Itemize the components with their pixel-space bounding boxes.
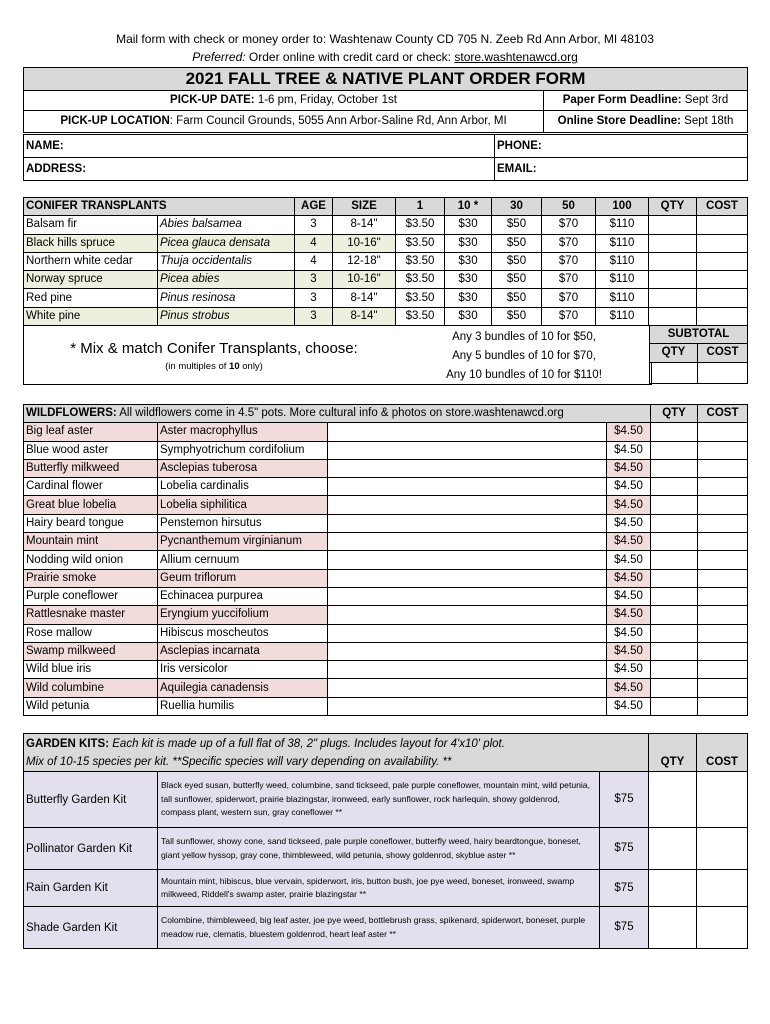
bundle-offer-3: Any 3 bundles of 10 for $50, bbox=[452, 331, 596, 343]
blank-cell bbox=[328, 533, 607, 551]
price-30-cell: $50 bbox=[492, 271, 542, 289]
common-name: Balsam fir bbox=[24, 216, 158, 234]
table-row bbox=[24, 459, 748, 477]
price-1-cell: $3.50 bbox=[396, 307, 445, 325]
table-row bbox=[24, 271, 748, 289]
subtotal-qty-label: QTY bbox=[650, 344, 698, 362]
latin-name: Ruellia humilis bbox=[158, 697, 328, 715]
cost-input[interactable] bbox=[697, 252, 748, 270]
subtotal-cost-input[interactable] bbox=[698, 362, 748, 383]
cost-input[interactable] bbox=[698, 496, 748, 514]
common-name: Purple coneflower bbox=[24, 587, 158, 605]
kit-name: Pollinator Garden Kit bbox=[24, 828, 158, 870]
latin-name: Lobelia siphilitica bbox=[158, 496, 328, 514]
price-50-cell: $70 bbox=[542, 252, 596, 270]
table-row bbox=[24, 606, 748, 624]
latin-name: Geum triflorum bbox=[158, 569, 328, 587]
price-1-cell: $3.50 bbox=[396, 216, 445, 234]
kit-name: Rain Garden Kit bbox=[24, 870, 158, 907]
latin-name: Picea abies bbox=[158, 271, 295, 289]
price-cell: $4.50 bbox=[607, 496, 651, 514]
blank-cell bbox=[328, 642, 607, 660]
cost-input[interactable] bbox=[698, 533, 748, 551]
cost-input[interactable] bbox=[698, 624, 748, 642]
cost-input[interactable] bbox=[698, 642, 748, 660]
conifer-subtotal bbox=[649, 326, 748, 384]
blank-cell bbox=[328, 496, 607, 514]
age-cell: 3 bbox=[295, 289, 333, 307]
kits-header-label: GARDEN KITS: bbox=[26, 738, 110, 750]
table-row bbox=[24, 423, 748, 441]
kit-name: Shade Garden Kit bbox=[24, 907, 158, 949]
garden-kits-table bbox=[23, 733, 748, 949]
age-cell: 4 bbox=[295, 252, 333, 270]
pickup-location-label: PICK-UP LOCATION bbox=[60, 115, 170, 127]
cost-input[interactable] bbox=[698, 459, 748, 477]
table-row bbox=[24, 569, 748, 587]
table-row bbox=[24, 234, 748, 252]
table-row bbox=[24, 514, 748, 532]
kit-price: $75 bbox=[600, 870, 649, 907]
kits-header-line1: Each kit is made up of a full flat of 38, 2" plugs. Includes layout for 4'x10' plot. bbox=[109, 738, 505, 750]
price-cell: $4.50 bbox=[607, 587, 651, 605]
form-title: 2021 FALL TREE & NATIVE PLANT ORDER FORM bbox=[24, 68, 748, 91]
blank-cell bbox=[328, 514, 607, 532]
price-cell: $4.50 bbox=[607, 441, 651, 459]
mix-sub-post: only) bbox=[239, 361, 263, 372]
price-30-cell: $50 bbox=[492, 234, 542, 252]
online-deadline bbox=[544, 111, 748, 133]
price-cell: $4.50 bbox=[607, 533, 651, 551]
table-row bbox=[24, 624, 748, 642]
cost-input[interactable] bbox=[698, 551, 748, 569]
contact-fields bbox=[23, 134, 748, 181]
cost-input[interactable] bbox=[697, 828, 748, 870]
price-30-header: 30 bbox=[492, 198, 542, 216]
kit-description: Colombine, thimbleweed, big leaf aster, joe pye weed, bottlebrush grass, spikenard, spiderwort, boneset, purple meadow rue, clematis, bluestem goldenrod, heart leaf aster ** bbox=[158, 907, 600, 949]
common-name: Red pine bbox=[24, 289, 158, 307]
conifer-table bbox=[23, 197, 748, 326]
size-cell: 10-16" bbox=[333, 234, 396, 252]
common-name: Cardinal flower bbox=[24, 478, 158, 496]
price-10-cell: $30 bbox=[445, 234, 492, 252]
age-cell: 4 bbox=[295, 234, 333, 252]
age-cell: 3 bbox=[295, 216, 333, 234]
subtotal-qty-input[interactable] bbox=[650, 362, 698, 383]
address-field[interactable]: ADDRESS: bbox=[24, 158, 495, 181]
price-30-cell: $50 bbox=[492, 252, 542, 270]
paper-deadline bbox=[544, 91, 748, 111]
qty-input[interactable] bbox=[649, 234, 697, 252]
qty-input[interactable] bbox=[649, 828, 697, 870]
price-100-cell: $110 bbox=[596, 289, 649, 307]
cost-input[interactable] bbox=[698, 423, 748, 441]
size-cell: 8-14" bbox=[333, 307, 396, 325]
cost-input[interactable] bbox=[698, 679, 748, 697]
blank-cell bbox=[328, 459, 607, 477]
wildflower-header-text: All wildflowers come in 4.5" pots. More cultural info & photos on store.washtenawcd.org bbox=[116, 407, 564, 420]
price-1-header: 1 bbox=[396, 198, 445, 216]
price-cell: $4.50 bbox=[607, 624, 651, 642]
qty-input[interactable] bbox=[651, 423, 698, 441]
wildflower-qty-header: QTY bbox=[651, 405, 698, 423]
kit-price: $75 bbox=[600, 907, 649, 949]
table-row bbox=[24, 551, 748, 569]
online-deadline-value: Sept 18th bbox=[684, 115, 734, 127]
age-cell: 3 bbox=[295, 271, 333, 289]
common-name: Hairy beard tongue bbox=[24, 514, 158, 532]
table-row bbox=[24, 697, 748, 715]
kit-description: Tall sunflower, showy cone, sand tickseed, pale purple coneflower, butterfly weed, hairy beardtongue, boneset, giant yellow hyssop, gray cone, thimbleweed, wild petunia, showy goldenrod, skyblue aster ** bbox=[158, 828, 600, 870]
table-row bbox=[24, 772, 748, 828]
mix-title: * Mix & match Conifer Transplants, choose: bbox=[70, 340, 358, 357]
latin-name: Picea glauca densata bbox=[158, 234, 295, 252]
price-10-cell: $30 bbox=[445, 216, 492, 234]
qty-input[interactable] bbox=[651, 533, 698, 551]
store-link[interactable]: store.washtenawcd.org bbox=[454, 50, 578, 64]
table-row bbox=[24, 679, 748, 697]
table-row bbox=[24, 478, 748, 496]
price-50-cell: $70 bbox=[542, 271, 596, 289]
phone-field[interactable]: PHONE: bbox=[495, 135, 748, 158]
qty-input[interactable] bbox=[651, 661, 698, 679]
wildflower-header bbox=[24, 405, 651, 423]
price-10-cell: $30 bbox=[445, 252, 492, 270]
cost-input[interactable] bbox=[698, 478, 748, 496]
subtotal-label: SUBTOTAL bbox=[650, 326, 748, 344]
qty-input[interactable] bbox=[651, 624, 698, 642]
blank-cell bbox=[328, 661, 607, 679]
qty-input[interactable] bbox=[649, 271, 697, 289]
blank-cell bbox=[328, 423, 607, 441]
price-100-cell: $110 bbox=[596, 234, 649, 252]
preferred-label: Preferred: bbox=[192, 50, 246, 64]
preferred-text: Order online with credit card or check: bbox=[248, 50, 452, 64]
latin-name: Symphyotrichum cordifolium bbox=[158, 441, 328, 459]
price-100-header: 100 bbox=[596, 198, 649, 216]
table-row bbox=[24, 661, 748, 679]
blank-cell bbox=[328, 569, 607, 587]
latin-name: Asclepias tuberosa bbox=[158, 459, 328, 477]
cost-input[interactable] bbox=[698, 569, 748, 587]
pickup-date bbox=[24, 91, 544, 111]
common-name: Wild columbine bbox=[24, 679, 158, 697]
qty-input[interactable] bbox=[649, 907, 697, 949]
common-name: Rose mallow bbox=[24, 624, 158, 642]
wildflower-cost-header: COST bbox=[698, 405, 748, 423]
size-cell: 10-16" bbox=[333, 271, 396, 289]
price-cell: $4.50 bbox=[607, 642, 651, 660]
cost-header: COST bbox=[697, 198, 748, 216]
latin-name: Asclepias incarnata bbox=[158, 642, 328, 660]
price-cell: $4.50 bbox=[607, 478, 651, 496]
conifer-header-title: CONIFER TRANSPLANTS bbox=[24, 198, 295, 216]
table-row bbox=[24, 216, 748, 234]
price-cell: $4.50 bbox=[607, 697, 651, 715]
qty-input[interactable] bbox=[651, 697, 698, 715]
age-header: AGE bbox=[295, 198, 333, 216]
table-row bbox=[24, 307, 748, 325]
blank-cell bbox=[328, 441, 607, 459]
email-field[interactable]: EMAIL: bbox=[495, 158, 748, 181]
conifer-header-row bbox=[24, 198, 748, 216]
blank-cell bbox=[328, 697, 607, 715]
price-cell: $4.50 bbox=[607, 514, 651, 532]
latin-name: Pycnanthemum virginianum bbox=[158, 533, 328, 551]
size-cell: 8-14" bbox=[333, 216, 396, 234]
blank-cell bbox=[328, 606, 607, 624]
price-1-cell: $3.50 bbox=[396, 252, 445, 270]
price-50-cell: $70 bbox=[542, 289, 596, 307]
qty-input[interactable] bbox=[651, 606, 698, 624]
price-100-cell: $110 bbox=[596, 271, 649, 289]
kits-qty-header: QTY bbox=[649, 734, 697, 772]
cost-input[interactable] bbox=[697, 307, 748, 325]
table-row bbox=[24, 289, 748, 307]
common-name: Mountain mint bbox=[24, 533, 158, 551]
wildflower-table bbox=[23, 404, 748, 716]
qty-input[interactable] bbox=[651, 514, 698, 532]
price-1-cell: $3.50 bbox=[396, 234, 445, 252]
cost-input[interactable] bbox=[697, 234, 748, 252]
price-10-cell: $30 bbox=[445, 289, 492, 307]
latin-name: Echinacea purpurea bbox=[158, 587, 328, 605]
price-100-cell: $110 bbox=[596, 307, 649, 325]
latin-name: Pinus resinosa bbox=[158, 289, 295, 307]
pickup-location-value: : Farm Council Grounds, 5055 Ann Arbor-Saline Rd, Ann Arbor, MI bbox=[169, 115, 507, 127]
preferred-line bbox=[0, 50, 770, 64]
kits-header-row bbox=[24, 734, 748, 772]
qty-input[interactable] bbox=[649, 252, 697, 270]
cost-input[interactable] bbox=[697, 216, 748, 234]
paper-deadline-value: Sept 3rd bbox=[684, 94, 729, 106]
kits-cost-header: COST bbox=[697, 734, 748, 772]
common-name: Prairie smoke bbox=[24, 569, 158, 587]
blank-cell bbox=[328, 551, 607, 569]
latin-name: Penstemon hirsutus bbox=[158, 514, 328, 532]
wildflower-header-row bbox=[24, 405, 748, 423]
common-name: Northern white cedar bbox=[24, 252, 158, 270]
qty-input[interactable] bbox=[651, 569, 698, 587]
cost-input[interactable] bbox=[697, 271, 748, 289]
price-cell: $4.50 bbox=[607, 606, 651, 624]
common-name: Wild petunia bbox=[24, 697, 158, 715]
blank-cell bbox=[328, 624, 607, 642]
common-name: Big leaf aster bbox=[24, 423, 158, 441]
price-10-cell: $30 bbox=[445, 271, 492, 289]
qty-input[interactable] bbox=[651, 478, 698, 496]
qty-input[interactable] bbox=[651, 441, 698, 459]
kit-price: $75 bbox=[600, 772, 649, 828]
kit-description: Mountain mint, hibiscus, blue vervain, spiderwort, iris, button bush, joe pye weed, boneset, ironweed, swamp milkweed, Riddell's swamp aster, prairie blazingstar ** bbox=[158, 870, 600, 907]
qty-input[interactable] bbox=[649, 772, 697, 828]
table-row bbox=[24, 587, 748, 605]
cost-input[interactable] bbox=[697, 772, 748, 828]
cost-input[interactable] bbox=[698, 661, 748, 679]
qty-input[interactable] bbox=[651, 496, 698, 514]
latin-name: Hibiscus moscheutos bbox=[158, 624, 328, 642]
size-cell: 8-14" bbox=[333, 289, 396, 307]
blank-cell bbox=[328, 478, 607, 496]
kit-description: Black eyed susan, butterfly weed, columbine, sand tickseed, pale purple coneflower, mountain mint, wild petunia, tall sunflower, spiderwort, prairie blazingstar, ironweed, early sunflower, rock harlequin, showy goldenrod, compass plant, western sun, gray coneflower ** bbox=[158, 772, 600, 828]
price-cell: $4.50 bbox=[607, 551, 651, 569]
latin-name: Eryngium yuccifolium bbox=[158, 606, 328, 624]
size-cell: 12-18" bbox=[333, 252, 396, 270]
cost-input[interactable] bbox=[698, 514, 748, 532]
cost-input[interactable] bbox=[698, 606, 748, 624]
qty-input[interactable] bbox=[651, 679, 698, 697]
table-row bbox=[24, 828, 748, 870]
pickup-location bbox=[24, 111, 544, 133]
price-50-cell: $70 bbox=[542, 216, 596, 234]
price-50-cell: $70 bbox=[542, 234, 596, 252]
qty-input[interactable] bbox=[649, 870, 697, 907]
price-100-cell: $110 bbox=[596, 252, 649, 270]
qty-input[interactable] bbox=[649, 289, 697, 307]
name-field[interactable]: NAME: bbox=[24, 135, 495, 158]
latin-name: Aquilegia canadensis bbox=[158, 679, 328, 697]
price-1-cell: $3.50 bbox=[396, 271, 445, 289]
conifer-mix-box bbox=[23, 326, 652, 385]
price-30-cell: $50 bbox=[492, 289, 542, 307]
wildflower-header-label: WILDFLOWERS: bbox=[26, 407, 117, 420]
table-row bbox=[24, 252, 748, 270]
kits-header bbox=[24, 734, 649, 772]
qty-input[interactable] bbox=[649, 216, 697, 234]
price-30-cell: $50 bbox=[492, 216, 542, 234]
common-name: Great blue lobelia bbox=[24, 496, 158, 514]
common-name: Black hills spruce bbox=[24, 234, 158, 252]
price-50-header: 50 bbox=[542, 198, 596, 216]
common-name: Swamp milkweed bbox=[24, 642, 158, 660]
age-cell: 3 bbox=[295, 307, 333, 325]
cost-input[interactable] bbox=[697, 870, 748, 907]
price-cell: $4.50 bbox=[607, 679, 651, 697]
price-cell: $4.50 bbox=[607, 569, 651, 587]
common-name: Wild blue iris bbox=[24, 661, 158, 679]
bundle-offers bbox=[414, 328, 634, 385]
price-10-header: 10 * bbox=[445, 198, 492, 216]
bundle-offer-5: Any 5 bundles of 10 for $70, bbox=[452, 350, 596, 362]
common-name: Norway spruce bbox=[24, 271, 158, 289]
cost-input[interactable] bbox=[698, 441, 748, 459]
blank-cell bbox=[328, 587, 607, 605]
mail-instructions: Mail form with check or money order to: Washtenaw County CD 705 N. Zeeb Rd Ann Arbor, MI 48103 bbox=[116, 32, 654, 46]
table-row bbox=[24, 496, 748, 514]
mix-subtitle bbox=[24, 361, 404, 372]
common-name: White pine bbox=[24, 307, 158, 325]
latin-name: Aster macrophyllus bbox=[158, 423, 328, 441]
price-cell: $4.50 bbox=[607, 661, 651, 679]
table-row bbox=[24, 642, 748, 660]
online-deadline-label: Online Store Deadline: bbox=[557, 115, 681, 127]
common-name: Rattlesnake master bbox=[24, 606, 158, 624]
paper-deadline-label: Paper Form Deadline: bbox=[562, 94, 682, 106]
qty-input[interactable] bbox=[651, 551, 698, 569]
price-100-cell: $110 bbox=[596, 216, 649, 234]
qty-header: QTY bbox=[649, 198, 697, 216]
qty-input[interactable] bbox=[651, 642, 698, 660]
common-name: Butterfly milkweed bbox=[24, 459, 158, 477]
latin-name: Thuja occidentalis bbox=[158, 252, 295, 270]
kit-name: Butterfly Garden Kit bbox=[24, 772, 158, 828]
latin-name: Allium cernuum bbox=[158, 551, 328, 569]
cost-input[interactable] bbox=[698, 587, 748, 605]
size-header: SIZE bbox=[333, 198, 396, 216]
header-table bbox=[23, 67, 748, 133]
qty-input[interactable] bbox=[651, 459, 698, 477]
price-cell: $4.50 bbox=[607, 459, 651, 477]
bundle-offer-10: Any 10 bundles of 10 for $110! bbox=[446, 369, 602, 381]
common-name: Blue wood aster bbox=[24, 441, 158, 459]
cost-input[interactable] bbox=[697, 289, 748, 307]
cost-input[interactable] bbox=[697, 907, 748, 949]
mix-sub-bold: 10 bbox=[229, 361, 240, 372]
price-cell: $4.50 bbox=[607, 423, 651, 441]
price-30-cell: $50 bbox=[492, 307, 542, 325]
price-10-cell: $30 bbox=[445, 307, 492, 325]
table-row bbox=[24, 533, 748, 551]
blank-cell bbox=[328, 679, 607, 697]
kits-header-line2: Mix of 10-15 species per kit. **Specific species will vary depending on availability. ** bbox=[26, 756, 452, 768]
cost-input[interactable] bbox=[698, 697, 748, 715]
latin-name: Pinus strobus bbox=[158, 307, 295, 325]
price-50-cell: $70 bbox=[542, 307, 596, 325]
subtotal-cost-label: COST bbox=[698, 344, 748, 362]
qty-input[interactable] bbox=[649, 307, 697, 325]
common-name: Nodding wild onion bbox=[24, 551, 158, 569]
mix-sub-pre: (in multiples of bbox=[165, 361, 230, 372]
table-row bbox=[24, 907, 748, 949]
price-1-cell: $3.50 bbox=[396, 289, 445, 307]
latin-name: Abies balsamea bbox=[158, 216, 295, 234]
table-row bbox=[24, 441, 748, 459]
latin-name: Lobelia cardinalis bbox=[158, 478, 328, 496]
table-row bbox=[24, 870, 748, 907]
pickup-date-value: 1-6 pm, Friday, October 1st bbox=[257, 94, 397, 106]
pickup-date-label: PICK-UP DATE: bbox=[170, 94, 255, 106]
qty-input[interactable] bbox=[651, 587, 698, 605]
kit-price: $75 bbox=[600, 828, 649, 870]
latin-name: Iris versicolor bbox=[158, 661, 328, 679]
